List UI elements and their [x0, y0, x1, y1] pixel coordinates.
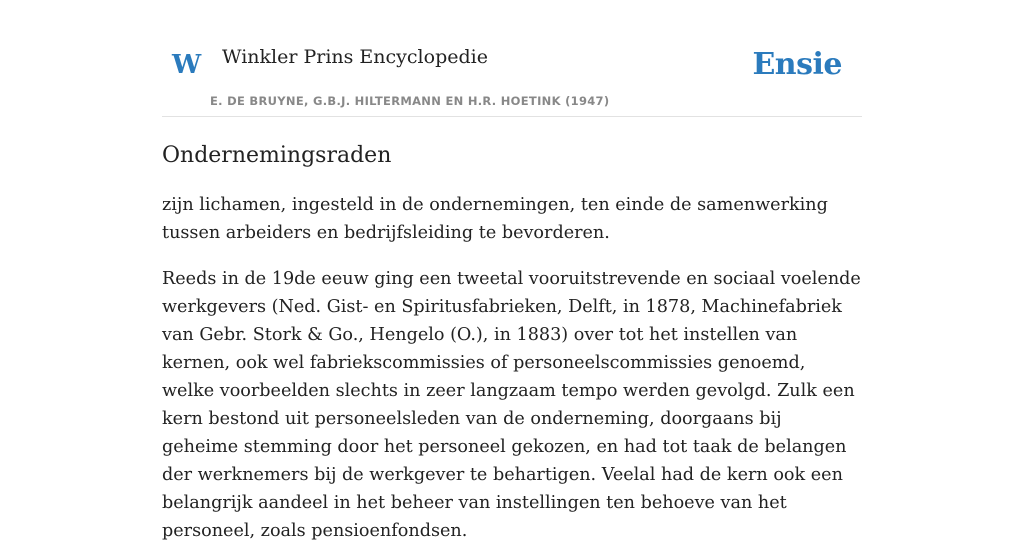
entry-title: Ondernemingsraden — [162, 143, 392, 168]
source-header — [162, 0, 862, 117]
entry-paragraph: Reeds in de 19de eeuw ging een tweetal vooruitstrevende en sociaal voelende werkgevers (Ned. Gist- en Spiritusfabrieken, Delft, in 1878, Machinefabriek van Gebr. Stork & Go., Hengelo (O.), in 1883) over tot het instellen van kernen, ook wel fabriekscommissies of personeelscommissies genoemd, welke voorbeelden slechts in zeer langzaam tempo werden gevolgd. Zulk een kern bestond uit personeelsleden van de onderneming, doorgaans bij geheime stemming door het personeel gekozen, en had tot taak de belangen der werknemers bij de werkgever te behartigen. Veelal had de kern ook een belangrijk aandeel in het beheer van instellingen ten behoeve van het personeel, zoals pensioenfondsen. — [162, 269, 861, 542]
winkler-prins-logo[interactable]: W — [172, 50, 202, 80]
entry-paragraph: zijn lichamen, ingesteld in de ondernemingen, ten einde de samenwerking tussen arbeiders en bedrijfsleiding te bevorderen. — [162, 195, 828, 244]
ensie-logo[interactable]: Ensie — [752, 47, 842, 82]
source-title[interactable]: Winkler Prins Encyclopedie — [222, 46, 488, 68]
source-authors: E. DE BRUYNE, G.B.J. HILTERMANN EN H.R. HOETINK (1947) — [210, 94, 610, 108]
article-page — [162, 0, 862, 542]
